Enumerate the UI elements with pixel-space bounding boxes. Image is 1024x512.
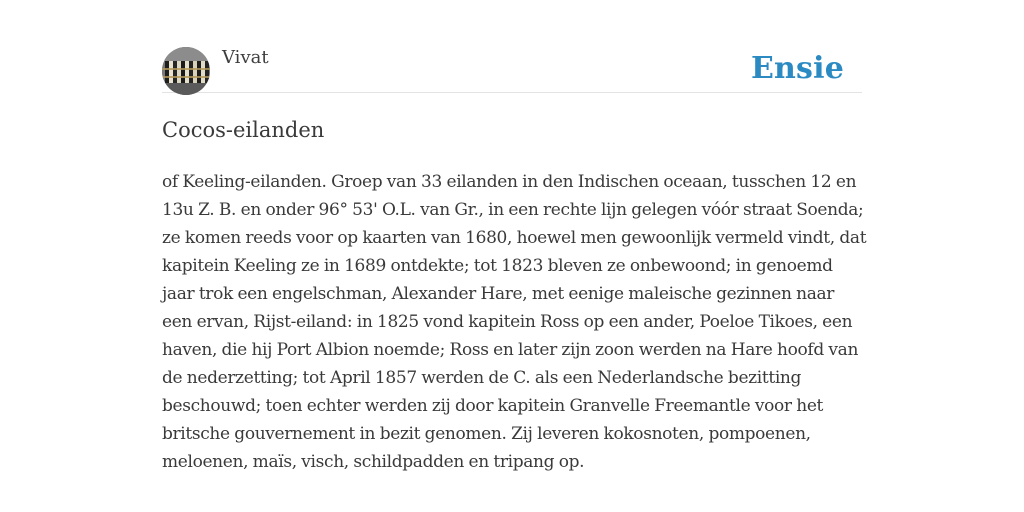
avatar-bookshelf-image xyxy=(162,47,210,95)
author-name-link[interactable]: Vivat xyxy=(222,47,269,68)
article-body: of Keeling-eilanden. Groep van 33 eilanden in den Indischen oceaan, tusschen 12 en 13u Z. B. en onder 96° 53' O.L. van Gr., in een rechte lijn gelegen vóór straat Soenda; ze komen reeds voor op kaarten van 1680, hoewel men gewoonlijk vermeld vindt, dat kapitein Keeling ze in 1689 ontdekte; tot 1823 bleven ze onbewoond; in genoemd jaar trok een engelschman, Alexander Hare, met eenige maleische gezinnen naar een ervan, Rijst-eiland: in 1825 vond kapitein Ross op een ander, Poeloe Tikoes, een haven, die hij Port Albion noemde; Ross en later zijn zoon werden na Hare hoofd van de nederzetting; tot April 1857 werden de C. als een Nederlandsche bezitting beschouwd; toen echter werden zij door kapitein Granvelle Freemantle voor het britsche gouvernement in bezit genomen. Zij leveren kokosnoten, pompoenen, meloenen, maïs, visch, schildpadden en tripang op. xyxy=(162,172,867,472)
site-header xyxy=(162,0,862,93)
author-avatar[interactable] xyxy=(162,47,210,95)
page-title: Cocos-eilanden xyxy=(162,118,325,142)
ensie-logo-link[interactable]: Ensie xyxy=(750,51,844,86)
